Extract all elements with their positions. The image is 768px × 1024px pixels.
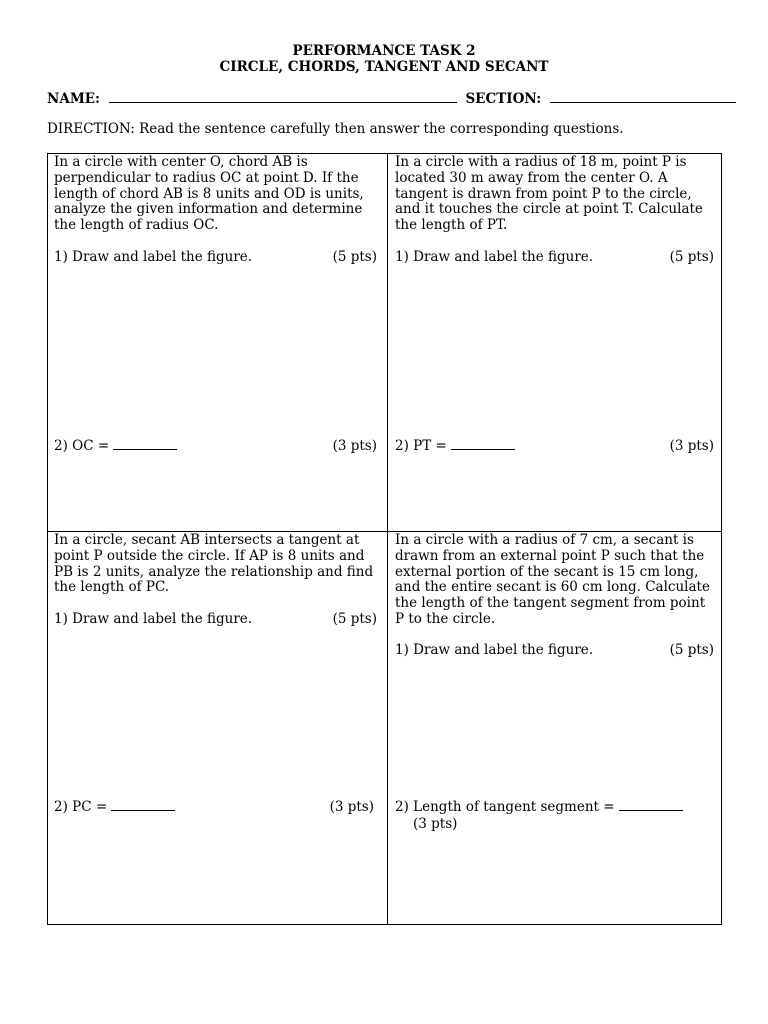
problem-3-answer-blank[interactable] — [111, 799, 175, 811]
problem-1-q2-points: (3 pts) — [332, 438, 377, 454]
problem-4-q2 — [395, 799, 683, 815]
problem-3-q2-points: (3 pts) — [329, 799, 374, 815]
problem-3-text: In a circle, secant AB intersects a tangent at point P outside the circle. If AP is 8 units and PB is 2 units, analyze the relationship and find the length of PC. — [54, 532, 374, 596]
title-line-1: PERFORMANCE TASK 2 — [292, 43, 476, 59]
problem-2-text: In a circle with a radius of 18 m, point P is located 30 m away from the center O. A tangent is drawn from point P to the circle, and it touches the circle at point T. Calculate the length of PT. — [395, 154, 703, 234]
problem-2-q1-points: (5 pts) — [669, 249, 714, 265]
problem-3-q2 — [54, 799, 175, 815]
problem-3-q2-label: 2) PC = — [54, 799, 108, 815]
problem-3-q1-points: (5 pts) — [332, 611, 377, 627]
problem-2-q2-label: 2) PT = — [395, 438, 447, 454]
problem-4-q1: 1) Draw and label the figure. — [395, 642, 594, 658]
problem-1-answer-blank[interactable] — [113, 438, 177, 450]
problem-2-answer-blank[interactable] — [451, 438, 515, 450]
title-line-2: CIRCLE, CHORDS, TANGENT AND SECANT — [219, 59, 549, 75]
name-section-row — [47, 90, 736, 107]
name-field[interactable] — [109, 90, 457, 103]
direction-text: DIRECTION: Read the sentence carefully then answer the corresponding questions. — [47, 121, 624, 137]
problem-2-q2 — [395, 438, 515, 454]
problem-2-q1: 1) Draw and label the figure. — [395, 249, 594, 265]
problem-1-q1: 1) Draw and label the figure. — [54, 249, 253, 265]
problem-3-q1: 1) Draw and label the figure. — [54, 611, 253, 627]
problem-4-q2-label: 2) Length of tangent segment = — [395, 799, 615, 815]
problem-1-q1-points: (5 pts) — [332, 249, 377, 265]
problem-4-q2-points: (3 pts) — [413, 816, 458, 832]
problem-4-text: In a circle with a radius of 7 cm, a secant is drawn from an external point P such that the external portion of the secant is 15 cm long, and the entire secant is 60 cm long. Calculate the length of the tangent segment from point P to the circle. — [395, 532, 710, 627]
problem-1-text: In a circle with center O, chord AB is perpendicular to radius OC at point D. If the length of chord AB is 8 units and OD is units, analyze the given information and determine the length of radius OC. — [54, 154, 364, 234]
problem-2-cell — [387, 153, 722, 532]
problem-3-cell — [47, 531, 388, 925]
section-label: SECTION: — [465, 91, 542, 107]
problem-4-q1-points: (5 pts) — [669, 642, 714, 658]
problem-2-q2-points: (3 pts) — [669, 438, 714, 454]
problem-4-cell — [387, 531, 722, 925]
problem-1-cell — [47, 153, 388, 532]
problem-1-q2-label: 2) OC = — [54, 438, 110, 454]
section-field[interactable] — [550, 90, 736, 103]
problem-4-answer-blank[interactable] — [619, 799, 683, 811]
name-label: NAME: — [47, 91, 101, 107]
problem-1-q2 — [54, 438, 177, 454]
